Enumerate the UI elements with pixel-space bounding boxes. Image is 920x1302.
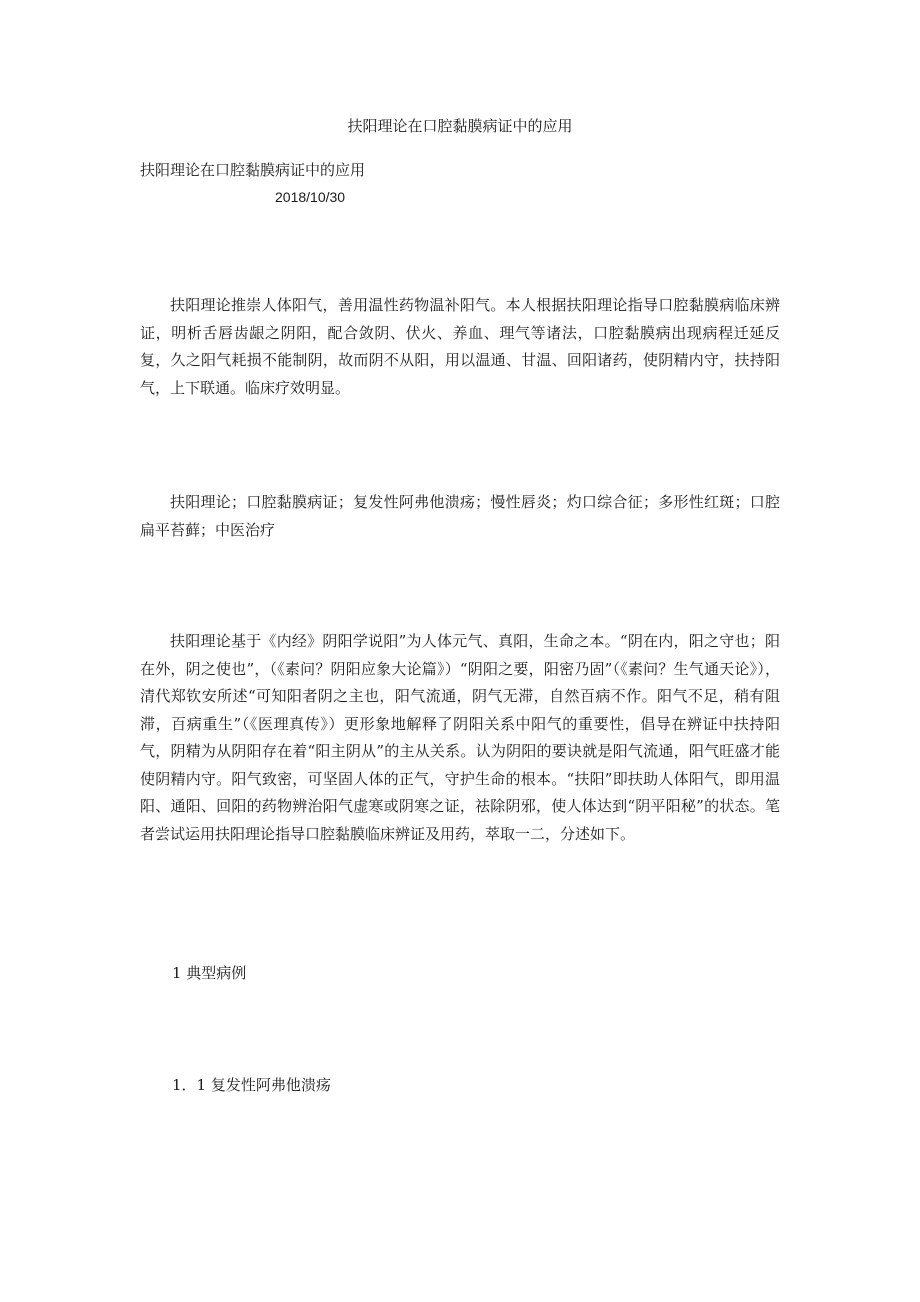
publish-date: 2018/10/30 [275, 189, 346, 205]
section-heading: 1 典型病例 [172, 964, 247, 982]
keywords-paragraph: 扶阳理论；口腔黏膜病证；复发性阿弗他溃疡；慢性唇炎；灼口综合征；多形性红斑；口腔扁平苔藓；中医治疗 [140, 493, 780, 539]
intro-paragraph: 扶阳理论基于《内经》阴阳学说阳”为人体元气、真阳，生命之本。“阴在内，阳之守也；阳在外，阴之使也”，（《素问？阴阳应象大论篇》）“阴阳之要，阳密乃固”（《素问？生气通天论》），清代郑钦安所述“可知阳者阴之主也，阳气流通，阴气无滞，自然百病不作。阳气不足，稍有阻滞，百病重生”（《医理真传》）更形象地解释了阴阳关系中阳气的重要性，倡导在辨证中扶持阳气，阴精为从阴阳存在着“阳主阴从”的主从关系。认为阴阳的要诀就是阳气流通，阳气旺盛才能使阴精内守。阳气致密，可坚固人体的正气，守护生命的根本。“扶阳”即扶助人体阳气，即用温阳、通阳、回阳的药物辨治阳气虚寒或阴寒之证，祛除阴邪，使人体达到“阴平阳秘”的状态。笔者尝试运用扶阳理论指导口腔黏膜临床辨证及用药，萃取一二，分述如下。 [140, 632, 780, 843]
subsection-heading: 1．1 复发性阿弗他溃疡 [172, 1076, 331, 1094]
abstract-paragraph: 扶阳理论推崇人体阳气，善用温性药物温补阳气。本人根据扶阳理论指导口腔黏膜病临床辨证，明析舌唇齿龈之阴阳，配合敛阴、伏火、养血、理气等诸法，口腔黏膜病出现病程迁延反复，久之阳气耗损不能制阴，故而阴不从阳，用以温通、甘温、回阳诸药，使阴精内守，扶持阳气，上下联通。临床疗效明显。 [140, 296, 780, 397]
document-title: 扶阳理论在口腔黏膜病证中的应用 [347, 117, 573, 135]
article-subtitle: 扶阳理论在口腔黏膜病证中的应用 [140, 161, 366, 179]
